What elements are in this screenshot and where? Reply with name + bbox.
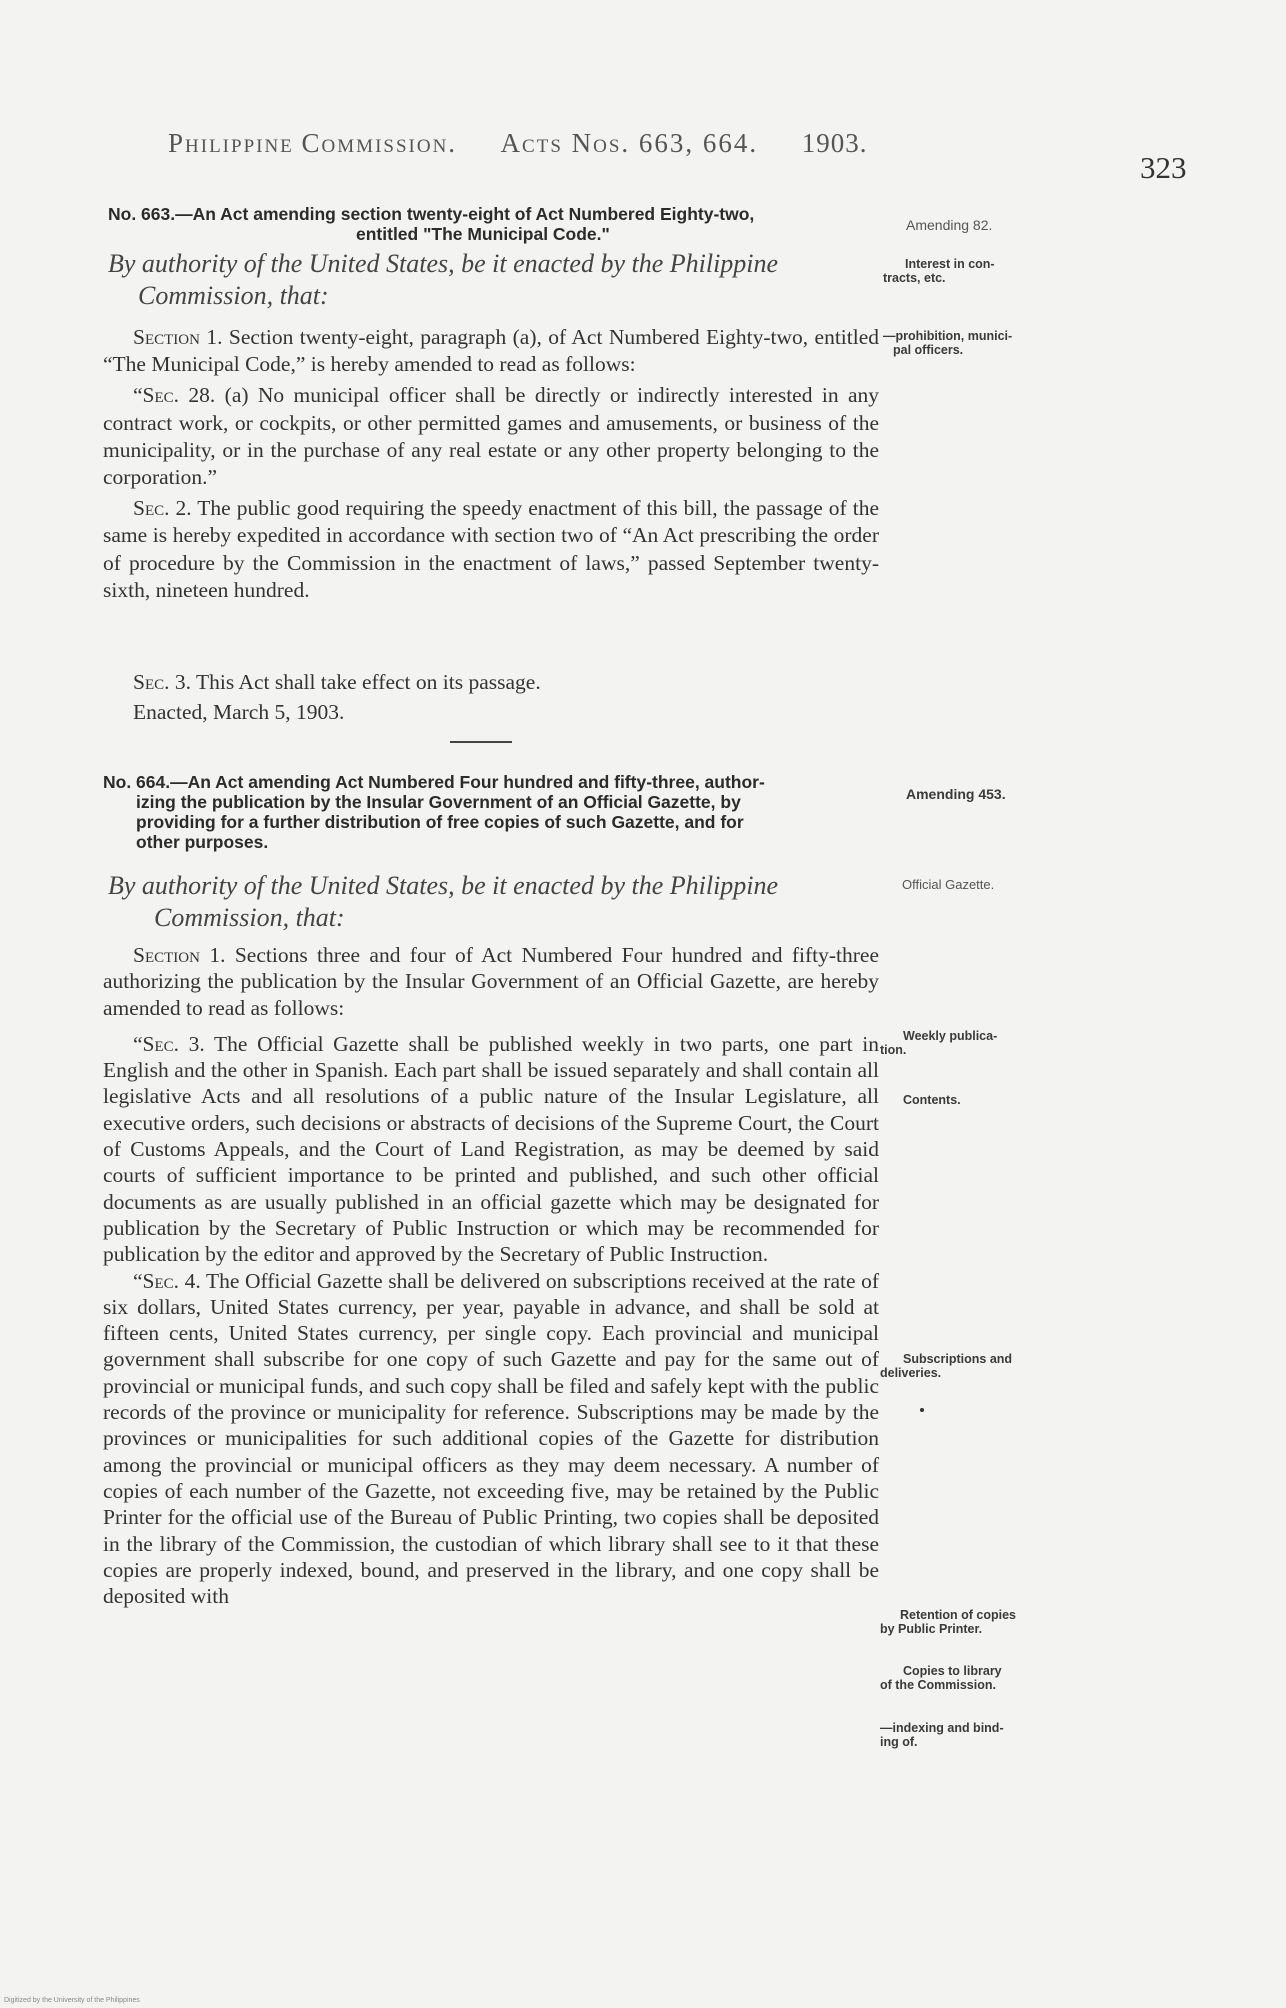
section-text: The public good requiring the speedy enactment of this bill, the passage of the same is hereby expedited in accordance with section two of “An Act prescribing the order of procedure by the Commission in the enactment of laws,” passed September twenty-sixth, nineteen hundred.	[103, 496, 879, 602]
section-4	[103, 1268, 879, 1610]
act-663-heading	[108, 204, 898, 244]
running-head-word: Commission.	[301, 128, 458, 158]
act-number: No. 663.	[108, 204, 176, 224]
margin-note-line: Retention of copies	[900, 1608, 1016, 1622]
act-title-cont: providing for a further distribution of free copies of such Gazette, and for	[136, 812, 744, 832]
act-663-enacted-date: Enacted, March 5, 1903.	[133, 700, 345, 724]
margin-note-line: —indexing and bind-	[880, 1721, 1004, 1735]
margin-note-amending-82: Amending 82.	[906, 217, 993, 233]
section-text: The Official Gazette shall be delivered on subscriptions received at the rate of six dollars, United States currency, per year, payable in advance, and shall be sold at fifteen cents, United States currency, per single copy. Each provincial and municipal government shall subscribe for one copy of such Gazette and pay for the same out of provincial or municipal funds, and such copy shall be filed and safely kept with the public records of the province or municipality for reference. Subscriptions may be made by the provinces or municipalities for such additional copies of the Gazette for distribution among the provincial or municipal officers as they may deem necessary. A number of copies of each number of the Gazette, not exceeding five, may be retained by the Public Printer for the official use of the Bureau of Public Printing, two copies shall be deposited in the library of the Commission, the custodian of which library shall see to it that these copies are properly indexed, bound, and preserved in the library, and one copy shall be deposited with	[103, 1268, 879, 1609]
margin-note-line: deliveries.	[880, 1366, 942, 1380]
margin-note-line: Interest in con-	[905, 257, 995, 271]
act-664-enacting-clause	[108, 870, 888, 934]
enacting-line: Commission, that:	[154, 903, 345, 932]
section-text: The Official Gazette shall be published weekly in two parts, one part in English and the other in Spanish. Each part shall be issued separately and shall contain all legislative Acts and all resolutions of a public nature of the Insular Legislature, all executive orders, such decisions or abstracts of decisions of the Supreme Court, the Court of Customs Appeals, and the Court of Land Registration, as may be deemed by said courts of sufficient importance to be printed and published, and such other official documents as are usually published in an official gazette which may be designated for publication by the Secretary of Public Instruction or which may be recommended for publication by the editor and approved by the Secretary of Public Instruction.	[103, 1031, 879, 1267]
section-2	[103, 495, 879, 604]
running-head	[168, 128, 867, 159]
act-664-body	[103, 942, 879, 1609]
margin-note-interest	[883, 257, 1083, 285]
section-28	[103, 382, 879, 491]
margin-note-line: of the Commission.	[880, 1678, 996, 1692]
margin-note-line: by Public Printer.	[880, 1622, 983, 1636]
section-text: Sections three and four of Act Numbered Four hundred and fifty-three authorizing the publication by the Insular Government of an Official Gazette, are hereby amended to read as follows:	[103, 943, 879, 1020]
act-number: No. 664.	[103, 772, 171, 792]
margin-note-indexing	[880, 1721, 1080, 1749]
margin-note-copies-library	[880, 1664, 1080, 1692]
margin-note-line: pal officers.	[893, 343, 964, 357]
section-1	[103, 324, 879, 378]
act-663-section-3	[133, 670, 541, 695]
enacting-line: Commission, that:	[138, 281, 329, 310]
margin-note-amending-453: Amending 453.	[906, 786, 1006, 802]
margin-note-line: ing of.	[880, 1735, 918, 1749]
section-3	[103, 1031, 879, 1268]
running-head-year: 1903.	[801, 128, 868, 158]
section-label: “Sec. 3.	[133, 1031, 205, 1056]
act-663-body	[103, 324, 879, 604]
section-label: Sec. 3.	[133, 670, 191, 694]
page-number: 323	[1140, 150, 1187, 185]
section-1	[103, 942, 879, 1021]
enacting-line: By authority of the United States, be it enacted by the Philippine	[108, 871, 779, 900]
margin-note-line: —prohibition, munici-	[883, 329, 1013, 343]
section-label: Sec. 2.	[133, 496, 192, 521]
act-title-cont: izing the publication by the Insular Government of an Official Gazette, by	[136, 792, 741, 812]
margin-note-line: Weekly publica-	[903, 1029, 998, 1043]
margin-note-retention	[880, 1608, 1080, 1636]
margin-note-weekly-publication	[880, 1029, 1080, 1057]
margin-dot	[920, 1408, 924, 1412]
margin-note-line: tracts, etc.	[883, 271, 946, 285]
section-text: This Act shall take effect on its passage.	[196, 670, 541, 694]
act-title: —An Act amending section twenty-eight of Act Numbered Eighty-two,	[175, 204, 755, 224]
margin-note-line: Copies to library	[903, 1664, 1002, 1678]
section-label: Section 1.	[133, 325, 223, 349]
margin-note-prohibition	[883, 329, 1083, 357]
running-head-acts: Acts Nos. 663, 664.	[500, 128, 759, 158]
act-663-enacting-clause	[108, 248, 888, 312]
running-head-word: Philippine	[168, 128, 294, 158]
section-divider	[450, 741, 512, 743]
margin-note-line: tion.	[880, 1043, 907, 1057]
section-text: Section twenty-eight, paragraph (a), of Act Numbered Eighty-two, entitled “The Municipal Code,” is hereby amended to read as follows:	[103, 325, 880, 377]
act-title: —An Act amending Act Numbered Four hundred and fifty-three, author-	[170, 772, 765, 792]
section-label: “Sec. 28.	[133, 383, 216, 408]
margin-note-official-gazette: Official Gazette.	[902, 877, 995, 892]
act-title-cont: entitled "The Municipal Code."	[356, 224, 610, 244]
section-text: (a) No municipal officer shall be directly or indirectly interested in any contract work, or cockpits, or other permitted games and amusements, or business of the municipality, or in the purchase of any real estate or any other property belonging to the corporation.”	[103, 383, 879, 490]
margin-note-line: Subscriptions and	[903, 1352, 1013, 1366]
enacting-line: By authority of the United States, be it enacted by the Philippine	[108, 249, 779, 278]
section-label: “Sec. 4.	[133, 1268, 201, 1293]
act-664-heading	[103, 772, 903, 852]
margin-note-contents: Contents.	[903, 1093, 961, 1107]
margin-note-subscriptions	[880, 1352, 1080, 1380]
act-title-cont: other purposes.	[136, 832, 269, 852]
section-label: Section 1.	[133, 943, 226, 967]
digitization-footer: Digitized by the University of the Philippines	[4, 1997, 140, 2004]
